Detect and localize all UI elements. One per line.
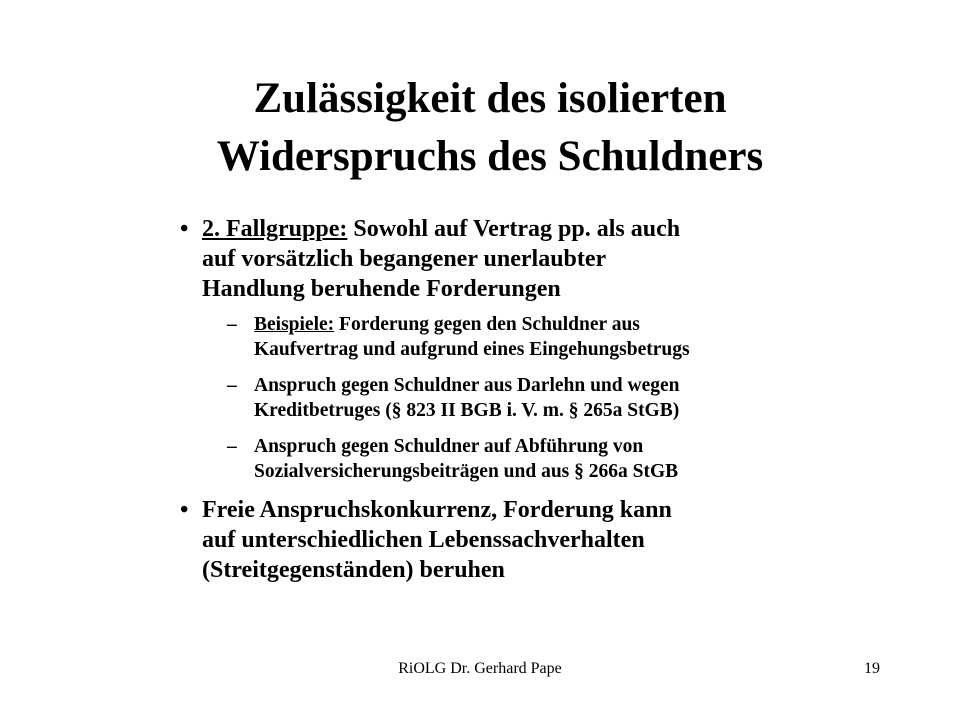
page-number: 19 bbox=[864, 660, 880, 677]
bullet-line: Sowohl auf Vertrag pp. als auch bbox=[347, 216, 681, 242]
sub-list bbox=[180, 312, 880, 484]
bullet-line: Freie Anspruchskonkurrenz, Forderung kann bbox=[202, 497, 672, 523]
sub-marker: – bbox=[227, 436, 237, 457]
bullet-line: auf unterschiedlichen Lebenssachverhalten bbox=[202, 527, 645, 553]
sub-line: Anspruch gegen Schuldner aus Darlehn und wegen bbox=[254, 375, 680, 396]
footer-author: RiOLG Dr. Gerhard Pape bbox=[398, 660, 562, 677]
sub-marker: – bbox=[227, 314, 237, 335]
sub-line: Kreditbetruges (§ 823 II BGB i. V. m. § 265a StGB) bbox=[254, 400, 680, 421]
sub-item-1 bbox=[180, 312, 874, 362]
bullet-marker: • bbox=[180, 497, 189, 523]
bullet-text-2 bbox=[202, 495, 842, 585]
bullet-label-fallgruppe: 2. Fallgruppe: bbox=[202, 216, 348, 242]
bullet-marker: • bbox=[180, 216, 189, 242]
sub-line: Kaufvertrag und aufgrund eines Eingehungsbetrugs bbox=[254, 339, 690, 360]
bullet-item-2 bbox=[180, 495, 842, 585]
bullet-item-1 bbox=[180, 214, 842, 304]
sub-item-2 bbox=[180, 373, 874, 423]
sub-line: Anspruch gegen Schuldner auf Abführung von bbox=[254, 436, 644, 457]
sub-item-3 bbox=[180, 434, 874, 484]
slide-title bbox=[90, 70, 890, 186]
slide-title-line-1: Zulässigkeit des isolierten bbox=[253, 75, 727, 122]
bullet-text-1 bbox=[202, 214, 842, 304]
bullet-line: Handlung beruhende Forderungen bbox=[202, 276, 561, 302]
sub-line: Sozialversicherungsbeiträgen und aus § 266a StGB bbox=[254, 461, 679, 482]
slide-title-line-2: Widerspruchs des Schuldners bbox=[216, 133, 764, 180]
bullet-line: (Streitgegenständen) beruhen bbox=[202, 557, 505, 583]
slide-content bbox=[180, 214, 880, 585]
sub-marker: – bbox=[227, 375, 237, 396]
bullet-line: auf vorsätzlich begangener unerlaubter bbox=[202, 246, 607, 272]
sub-label-beispiele: Beispiele: bbox=[254, 314, 335, 335]
sub-line: Forderung gegen den Schuldner aus bbox=[334, 314, 640, 335]
